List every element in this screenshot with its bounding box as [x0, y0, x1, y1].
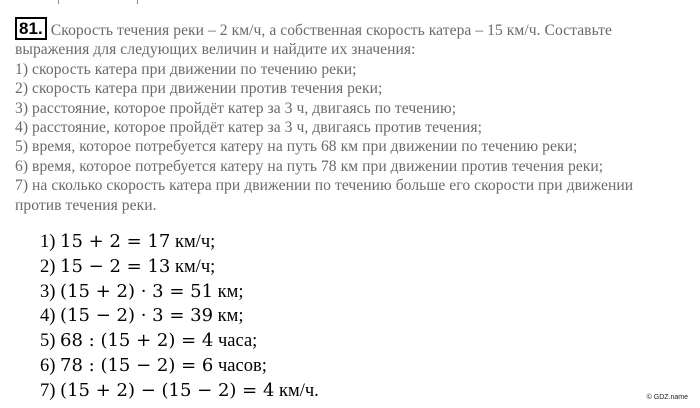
solution-index: 3)	[40, 281, 56, 302]
problem-number-badge: 81.	[15, 17, 47, 40]
problem-line-0	[15, 17, 700, 40]
solution-unit: км/ч;	[174, 256, 216, 277]
solution-unit: км/ч.	[279, 380, 319, 401]
solution-unit: часа;	[218, 331, 258, 352]
solution-line-7	[40, 379, 319, 404]
solution-expression: 15 + 2 = 17	[60, 231, 171, 252]
solution-line-3	[40, 280, 319, 305]
problem-text: Скорость течения реки – 2 км/ч, а собственная скорость катера – 15 км/ч. Составьте	[50, 22, 612, 39]
problem-line-1: выражения для следующих величин и найдите их значения:	[15, 41, 416, 59]
solution-line-6	[40, 354, 319, 379]
problem-item-2: 2) скорость катера при движении против течения реки;	[15, 80, 383, 98]
problem-item-6: 6) время, которое потребуется катеру на путь 78 км при движении против течения реки;	[15, 157, 604, 175]
solution-expression: 68 : (15 + 2) = 4	[60, 330, 214, 352]
problem-item-1: 1) скорость катера при движении по течению реки;	[15, 60, 357, 78]
solution-expression: 15 − 2 = 13	[60, 255, 171, 277]
solution-unit: км;	[217, 306, 244, 327]
solution-line-1	[40, 230, 319, 255]
solution-index: 2)	[40, 256, 56, 277]
solution-block	[40, 230, 319, 404]
solution-expression: (15 + 2) − (15 − 2) = 4	[60, 379, 275, 401]
problem-statement	[15, 17, 700, 215]
problem-item-7-continued: против течения реки.	[15, 196, 157, 214]
solution-line-4	[40, 304, 319, 329]
watermark: © GDZ.name	[646, 394, 688, 401]
solution-line-5	[40, 329, 319, 354]
solution-index: 7)	[40, 380, 56, 401]
problem-item-4: 4) расстояние, которое пройдёт катер за 3 ч, двигаясь против течения;	[15, 119, 482, 137]
solution-line-2	[40, 255, 319, 280]
solution-index: 4)	[40, 306, 56, 327]
solution-unit: км;	[217, 281, 244, 302]
solution-expression: 78 : (15 − 2) = 6	[60, 354, 214, 376]
solution-index: 1)	[40, 232, 56, 252]
solution-unit: км/ч;	[174, 232, 216, 252]
problem-item-7: 7) на сколько скорость катера при движении по течению больше его скорости при движении	[15, 177, 634, 195]
solution-expression: (15 − 2) · 3 = 39	[60, 305, 214, 327]
top-cropped-text-artifact	[0, 0, 700, 6]
solution-unit: часов;	[218, 355, 267, 376]
solution-expression: (15 + 2) · 3 = 51	[60, 280, 214, 302]
solution-index: 5)	[40, 331, 56, 352]
solution-index: 6)	[40, 355, 56, 376]
problem-item-5: 5) время, которое потребуется катеру на путь 68 км при движении по течению реки;	[15, 138, 578, 156]
problem-item-3: 3) расстояние, которое пройдёт катер за 3 ч, двигаясь по течению;	[15, 99, 457, 117]
